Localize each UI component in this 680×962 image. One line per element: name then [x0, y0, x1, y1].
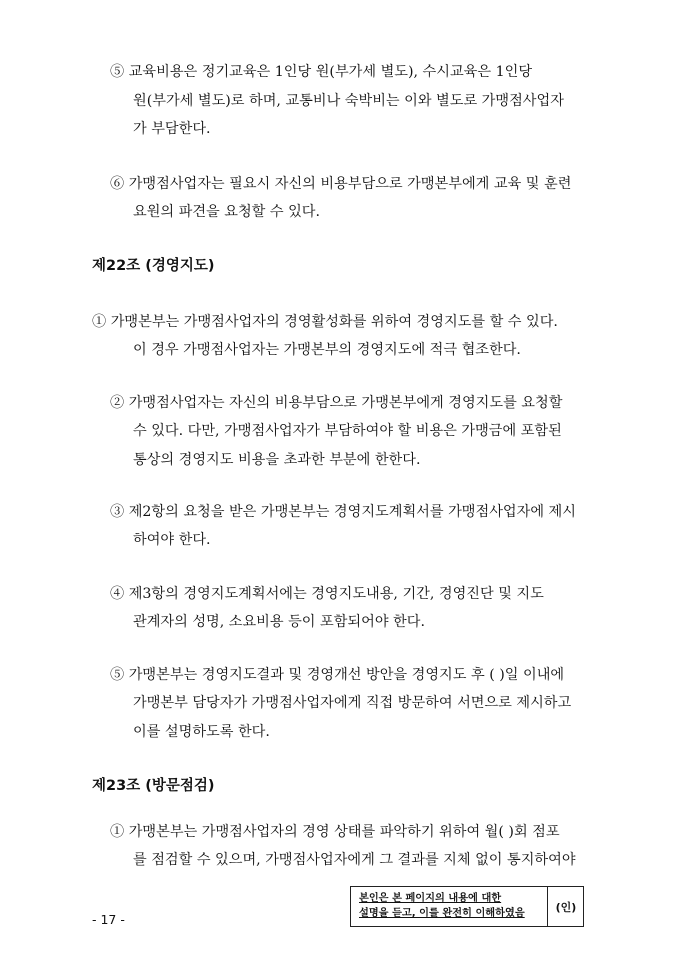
- confirmation-line: 본인은 본 페이지의 내용에 대한: [359, 893, 502, 904]
- page-number: - 17 -: [92, 912, 125, 927]
- paragraph-line: ① 가맹본부는 가맹점사업자의 경영 상태를 파악하기 위하여 월( )회 점포: [110, 824, 560, 840]
- paragraph-line: ⑥ 가맹점사업자는 필요시 자신의 비용부담으로 가맹본부에게 교육 및 훈련: [110, 176, 572, 192]
- paragraph-line: 를 점검할 수 있으며, 가맹점사업자에게 그 결과를 지체 없이 통지하여야: [133, 852, 576, 868]
- confirmation-line: 설명을 듣고, 이를 완전히 이해하였음: [359, 908, 525, 919]
- confirmation-box: [350, 886, 584, 927]
- seal-field[interactable]: (인): [555, 900, 577, 914]
- article-22-heading: 제22조 (경영지도): [92, 258, 215, 274]
- paragraph-line: 이 경우 가맹점사업자는 가맹본부의 경영지도에 적극 협조한다.: [133, 342, 521, 358]
- paragraph-line: 가 부담한다.: [133, 121, 211, 137]
- paragraph-line: 이를 설명하도록 한다.: [133, 724, 270, 740]
- paragraph-line: 원(부가세 별도)로 하며, 교통비나 숙박비는 이와 별도로 가맹점사업자: [133, 93, 564, 109]
- paragraph-line: ⑤ 가맹본부는 경영지도결과 및 경영개선 방안을 경영지도 후 ( )일 이내에: [110, 667, 565, 683]
- paragraph-line: 관계자의 성명, 소요비용 등이 포함되어야 한다.: [133, 614, 425, 630]
- paragraph-line: 요원의 파견을 요청할 수 있다.: [133, 204, 321, 220]
- paragraph-line: 통상의 경영지도 비용을 초과한 부분에 한한다.: [133, 452, 421, 468]
- article-23-heading: 제23조 (방문점검): [92, 778, 215, 794]
- paragraph-line: 가맹본부 담당자가 가맹점사업자에게 직접 방문하여 서면으로 제시하고: [133, 695, 572, 711]
- paragraph-line: 하여야 한다.: [133, 532, 211, 548]
- confirmation-text: [359, 891, 543, 921]
- paragraph-line: ④ 제3항의 경영지도계획서에는 경영지도내용, 기간, 경영진단 및 지도: [110, 586, 544, 602]
- paragraph-line: 수 있다. 다만, 가맹점사업자가 부담하여야 할 비용은 가맹금에 포함된: [133, 423, 562, 439]
- paragraph-line: ① 가맹본부는 가맹점사업자의 경영활성화를 위하여 경영지도를 할 수 있다.: [92, 314, 558, 330]
- paragraph-line: ⑤ 교육비용은 정기교육은 1인당 원(부가세 별도), 수시교육은 1인당: [110, 64, 533, 80]
- paragraph-line: ② 가맹점사업자는 자신의 비용부담으로 가맹본부에게 경영지도를 요청할: [110, 395, 563, 411]
- paragraph-line: ③ 제2항의 요청을 받은 가맹본부는 경영지도계획서를 가맹점사업자에 제시: [110, 504, 576, 520]
